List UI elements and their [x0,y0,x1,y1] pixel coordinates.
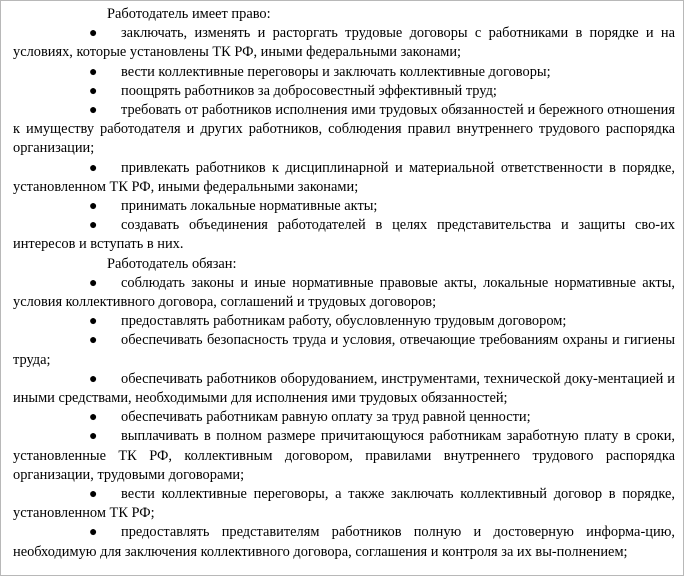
list-item-text: вести коллективные переговоры и заключать коллективные договоры; [121,63,551,80]
list-item [13,370,675,408]
bullet-icon: ● [89,429,98,445]
bullet-icon: ● [89,333,98,349]
list-item [13,24,675,62]
bullet-icon: ● [89,371,98,387]
bullet-icon: ● [89,26,98,42]
list-item [13,523,675,561]
bullet-icon: ● [89,525,98,541]
list-item [13,274,675,312]
list-item [13,485,675,523]
list-item [13,101,675,159]
list-item-text: обеспечивать работников оборудованием, инструментами, технической доку-ментацией и иными средствами, необходимыми для исполнения ими трудовых обязанностей; [13,370,675,407]
bullet-icon: ● [89,64,98,80]
list-item [13,82,675,101]
section-heading-duties: Работодатель обязан: [107,255,237,272]
bullet-icon: ● [89,160,98,176]
bullet-icon: ● [89,487,98,503]
list-item [13,408,675,427]
bullet-icon: ● [89,410,98,426]
list-item [13,216,675,254]
list-item-text: соблюдать законы и иные нормативные правовые акты, локальные нормативные акты, условия коллективного договора, соглашений и трудовых договоров; [13,274,675,311]
bullet-icon: ● [89,83,98,99]
list-item [13,427,675,485]
list-item-text: вести коллективные переговоры, а также заключать коллективный договор в порядке, установленном ТК РФ; [13,486,675,522]
list-item-text: предоставлять представителям работников полную и достоверную информа-цию, необходимую для заключения коллективного договора, соглашения и контроля за их вы-полнением; [13,524,675,560]
bullet-icon: ● [89,314,98,330]
section-heading-rights: Работодатель имеет право: [107,6,271,22]
list-item-text: поощрять работников за добросовестный эффективный труд; [121,82,497,99]
list-item [13,159,675,197]
document-text [13,5,675,562]
bullet-icon: ● [89,103,98,119]
list-item-text: принимать локальные нормативные акты; [121,198,378,215]
list-item-text: обеспечивать безопасность труда и условия, отвечающие требованиям охраны и гигиены труда; [13,332,675,368]
list-item [13,63,675,82]
list-item-text: предоставлять работникам работу, обусловленную трудовым договором; [121,313,567,330]
bullet-icon: ● [89,199,98,215]
list-item [13,312,675,331]
bullet-icon: ● [89,218,98,234]
list-item-text: выплачивать в полном размере причитающуюся работникам заработную плату в сроки, установленные ТК РФ, коллективным договором, правилами внутреннего трудового распорядка организации, трудовыми договорами; [13,428,675,483]
list-item [13,197,675,216]
list-item-text: обеспечивать работникам равную оплату за труд равной ценности; [121,409,531,426]
list-item-text: создавать объединения работодателей в целях представительства и защиты сво-их интересов и вступать в них. [13,217,675,253]
list-item-text: требовать от работников исполнения ими трудовых обязанностей и бережного отношения к имуществу работодателя и других работников, соблюдения правил внутреннего трудового распорядка организации; [13,102,675,157]
list-item [13,331,675,369]
list-item-text: привлекать работников к дисциплинарной и материальной ответственности в порядке, установленном ТК РФ, иными федеральными законами; [13,159,675,195]
list-item-text: заключать, изменять и расторгать трудовые договоры с работниками в порядке и на условиях, которые установлены ТК РФ, иными федеральными законами; [13,25,675,61]
bullet-icon: ● [89,275,98,291]
